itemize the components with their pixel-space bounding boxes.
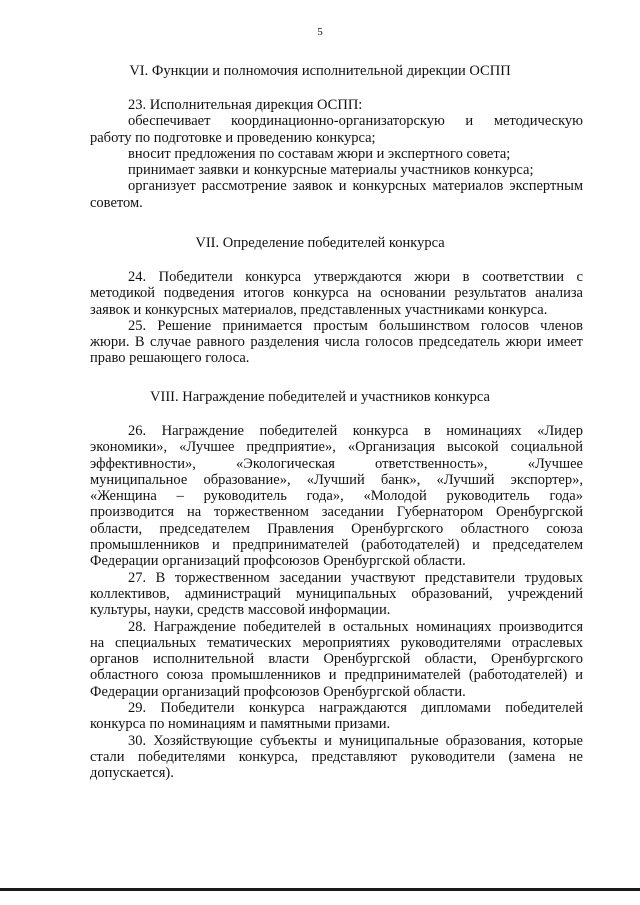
paragraph-23-line: 23. Исполнительная дирекция ОСПП:	[128, 97, 363, 113]
paragraph-27-line: коллективов, администраций муниципальных образований, учреждений	[90, 585, 583, 602]
paragraph-26-line: Федерации организаций профсоюзов Оренбургской области.	[90, 553, 466, 570]
paragraph-26-line: муниципальное образование», «Лучший банк», «Лучший экспортер»,	[90, 471, 583, 488]
paragraph-25-line: право решающего голоса.	[90, 350, 250, 367]
paragraph-24-line: методикой подведения итогов конкурса на основании результатов анализа	[90, 285, 583, 302]
paragraph-28-line: на специальных тематических мероприятиях руководителями отраслевых	[90, 634, 583, 651]
paragraph-23-line: вносит предложения по составам жюри и экспертного совета;	[128, 145, 511, 162]
paragraph-28-line: областного союза промышленников и предпринимателей (работодателей) и	[90, 667, 583, 684]
paragraph-27-line: культуры, науки, средств массовой информации.	[90, 602, 391, 619]
paragraph-26-line: промышленников и предпринимателей (работодателей) и председателем	[90, 537, 583, 554]
paragraph-23-line: принимает заявки и конкурсные материалы участников конкурса;	[128, 162, 534, 179]
paragraph-26-line: экономики», «Лучшее предприятие», «Организация высокой социальной	[90, 439, 583, 456]
section-8-body	[90, 423, 583, 782]
section-7-body	[90, 269, 583, 367]
paragraph-24-line: заявок и конкурсных материалов, представленных участниками конкурса.	[90, 301, 548, 318]
section-8-heading: VIII. Награждение победителей и участников конкурса	[150, 389, 490, 405]
paragraph-23-line: обеспечивает координационно-организаторскую и методическую	[128, 113, 583, 130]
paragraph-25-line: 25. Решение принимается простым большинством голосов членов	[128, 317, 583, 334]
paragraph-29-line: конкурса по номинациям и памятными призами.	[90, 716, 391, 733]
bottom-scan-edge	[0, 888, 640, 891]
paragraph-25-line: жюри. В случае равного разделения числа голосов председатель жюри имеет	[90, 334, 583, 351]
page-number: 5	[317, 26, 323, 38]
paragraph-27-line: 27. В торжественном заседании участвуют представители трудовых	[128, 569, 583, 586]
section-6-heading: VI. Функции и полномочия исполнительной дирекции ОСПП	[129, 63, 511, 79]
paragraph-26-line: эффективности», «Экологическая ответственность», «Лучшее	[90, 455, 583, 472]
paragraph-23-line: советом.	[90, 194, 143, 211]
paragraph-26-line: области, председателем Правления Оренбургского областного союза	[90, 520, 583, 537]
paragraph-26-line: производится на торжественном заседании Губернатором Оренбургской	[90, 504, 583, 521]
paragraph-30-line: 30. Хозяйствующие субъекты и муниципальные образования, которые	[128, 732, 583, 749]
paragraph-28-line: 28. Награждение победителей в остальных номинациях производится	[128, 618, 583, 635]
paragraph-23-line: организует рассмотрение заявок и конкурсных материалов экспертным	[128, 178, 583, 195]
paragraph-26-line: «Женщина – руководитель года», «Молодой руководитель года»	[90, 488, 583, 505]
paragraph-29-line: 29. Победители конкурса награждаются дипломами победителей	[128, 700, 583, 717]
paragraph-24-line: 24. Победители конкурса утверждаются жюри в соответствии с	[128, 269, 583, 285]
section-7-heading: VII. Определение победителей конкурса	[195, 235, 445, 251]
paragraph-23-line: работу по подготовке и проведению конкурса;	[90, 129, 376, 146]
paragraph-28-line: Федерации организаций профсоюзов Оренбургской области.	[90, 683, 466, 700]
section-6-body	[90, 97, 583, 211]
paragraph-26-line: 26. Награждение победителей конкурса в номинациях «Лидер	[128, 423, 583, 439]
paragraph-28-line: органов исполнительной власти Оренбургской области, Оренбургского	[90, 651, 583, 668]
paragraph-30-line: стали победителями конкурса, представляют руководители (замена не	[90, 748, 583, 765]
paragraph-30-line: допускается).	[90, 765, 174, 782]
